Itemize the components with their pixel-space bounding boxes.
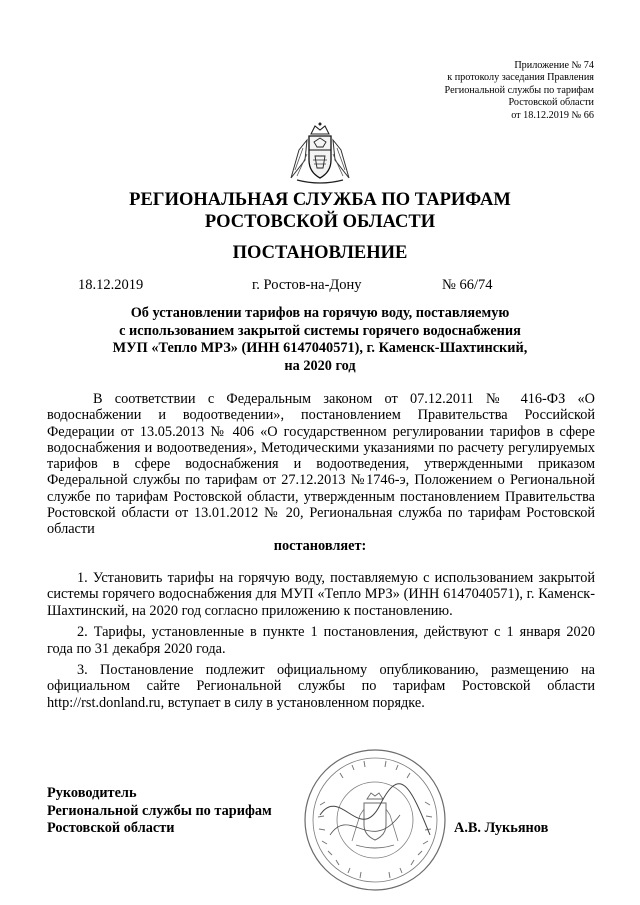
document-date: 18.12.2019 (78, 277, 144, 293)
document-subject (60, 305, 580, 375)
annex-line: к протоколу заседания Правления (447, 72, 594, 84)
coat-of-arms-icon (285, 120, 355, 186)
organization-name-line: РЕГИОНАЛЬНАЯ СЛУЖБА ПО ТАРИФАМ (129, 190, 511, 210)
decree-word: постановляет: (273, 538, 367, 554)
official-stamp-icon (300, 745, 450, 895)
annex-line: Ростовской области (508, 97, 594, 109)
subject-line: МУП «Тепло МРЗ» (ИНН 6147040571), г. Каменск-Шахтинский, (112, 340, 528, 356)
signatory-position-line: Ростовской области (47, 820, 175, 836)
decree-item: 1. Установить тарифы на горячую воду, поставляемую с использованием закрытой системы горячего водоснабжения для МУП «Тепло МРЗ» (ИНН 6147040571), г. Каменск-Шахтинский, на 2020 год согласно приложению к постановлению. (47, 570, 595, 619)
preamble-paragraph: В соответствии с Федеральным законом от 07.12.2011 № 416-ФЗ «О водоснабжении и водоотведении», постановлением Правительства Российской Федерации от 13.05.2013 № 406 «О государственном регулировании тарифов в сфере водоснабжения и водоотведения», Методическими указаниями по расчету регулируемых тарифов в сфере водоснабжения и водоотведения, утвержденными приказом Федеральной службы по тарифам от 27.12.2013 №1746-э, Положением о Региональной службе по тарифам Ростовской области, утвержденным постановлением Правительства Ростовской области от 13.01.2012 № 20, Региональная служба по тарифам Ростовской области (47, 391, 595, 538)
subject-line: Об установлении тарифов на горячую воду, поставляемую (130, 305, 510, 321)
signatory-position (47, 785, 272, 838)
signatory-name: А.В. Лукьянов (454, 820, 549, 836)
document-number: № 66/74 (442, 277, 493, 293)
annex-line: от 18.12.2019 № 66 (511, 109, 594, 121)
organization-name (0, 189, 640, 233)
organization-name-line: РОСТОВСКОЙ ОБЛАСТИ (204, 212, 436, 232)
decree-items (47, 570, 595, 716)
subject-line: с использованием закрытой системы горячего водоснабжения (119, 322, 521, 339)
document-place: г. Ростов-на-Дону (252, 277, 362, 293)
annex-line: Региональной службы по тарифам (444, 84, 594, 96)
document-type: ПОСТАНОВЛЕНИЕ (232, 243, 408, 263)
decree-item: 3. Постановление подлежит официальному опубликованию, размещению на официальном сайте Региональной службы по тарифам Ростовской области http://rst.donland.ru, вступает в силу в установленном порядке. (47, 662, 595, 711)
subject-line: на 2020 год (284, 357, 356, 374)
signatory-position-line: Руководитель (47, 785, 137, 801)
decree-item: 2. Тарифы, установленные в пункте 1 постановления, действуют с 1 января 2020 года по 31 декабря 2020 года. (47, 624, 595, 657)
annex-line: Приложение № 74 (514, 60, 594, 71)
annex-block (344, 60, 594, 122)
signatory-position-line: Региональной службы по тарифам (47, 802, 272, 819)
